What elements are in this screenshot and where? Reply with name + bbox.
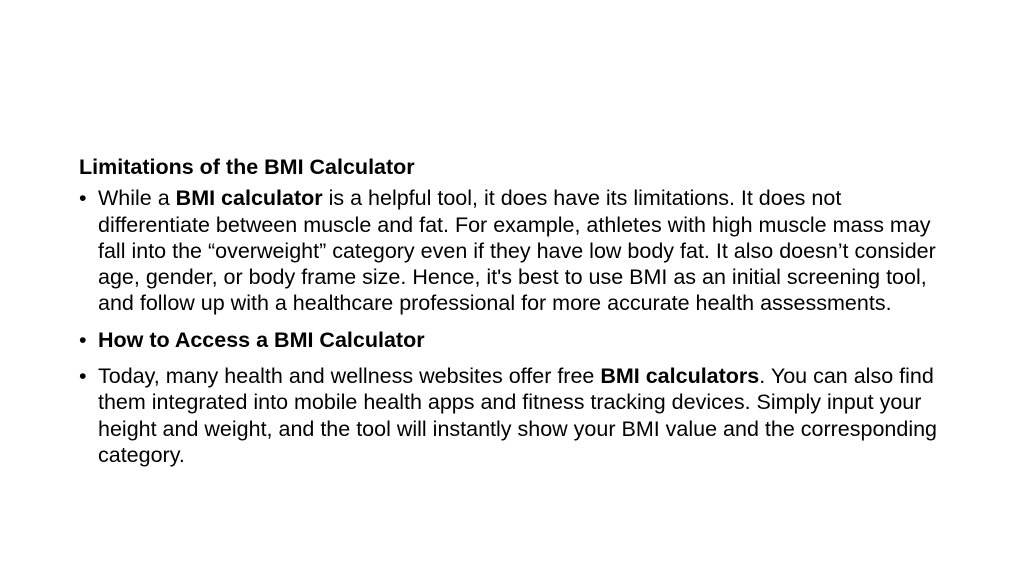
- bullet-text-pre: Today, many health and wellness websites offer free: [98, 364, 601, 389]
- bullet-text-post: is a helpful tool, it does have its limitations. It does not differentiate between muscle and fat. For example, athletes with high muscle mass may fall into the “overweight” category even if they have low body fat. It also doesn’t consider age, gender, or body frame size. Hence, it's best to use BMI as an initial screening tool, and follow up with a healthcare professional for more accurate health assessments.: [98, 186, 936, 316]
- bullet-text-pre: While a: [98, 186, 176, 211]
- bullet-item-limitations: [79, 185, 949, 316]
- section-heading: Limitations of the BMI Calculator: [79, 155, 415, 179]
- bullet-text-bold: How to Access a BMI Calculator: [98, 327, 425, 352]
- bullet-icon: •: [79, 186, 87, 211]
- bullet-text-bold: BMI calculators: [600, 364, 760, 389]
- bullet-item-today: [79, 363, 949, 468]
- bullet-list: [79, 185, 949, 468]
- bullet-icon: •: [79, 327, 87, 352]
- bullet-text-bold: BMI calculator: [175, 186, 323, 211]
- bullet-item-how-to-access: [79, 327, 949, 353]
- bullet-text-post: . You can also find them integrated into mobile health apps and fitness tracking devices. Simply input your height and weight, and the tool will instantly show your BMI value and the corresponding category.: [98, 364, 938, 467]
- bullet-icon: •: [79, 364, 87, 389]
- slide-content: [79, 154, 949, 478]
